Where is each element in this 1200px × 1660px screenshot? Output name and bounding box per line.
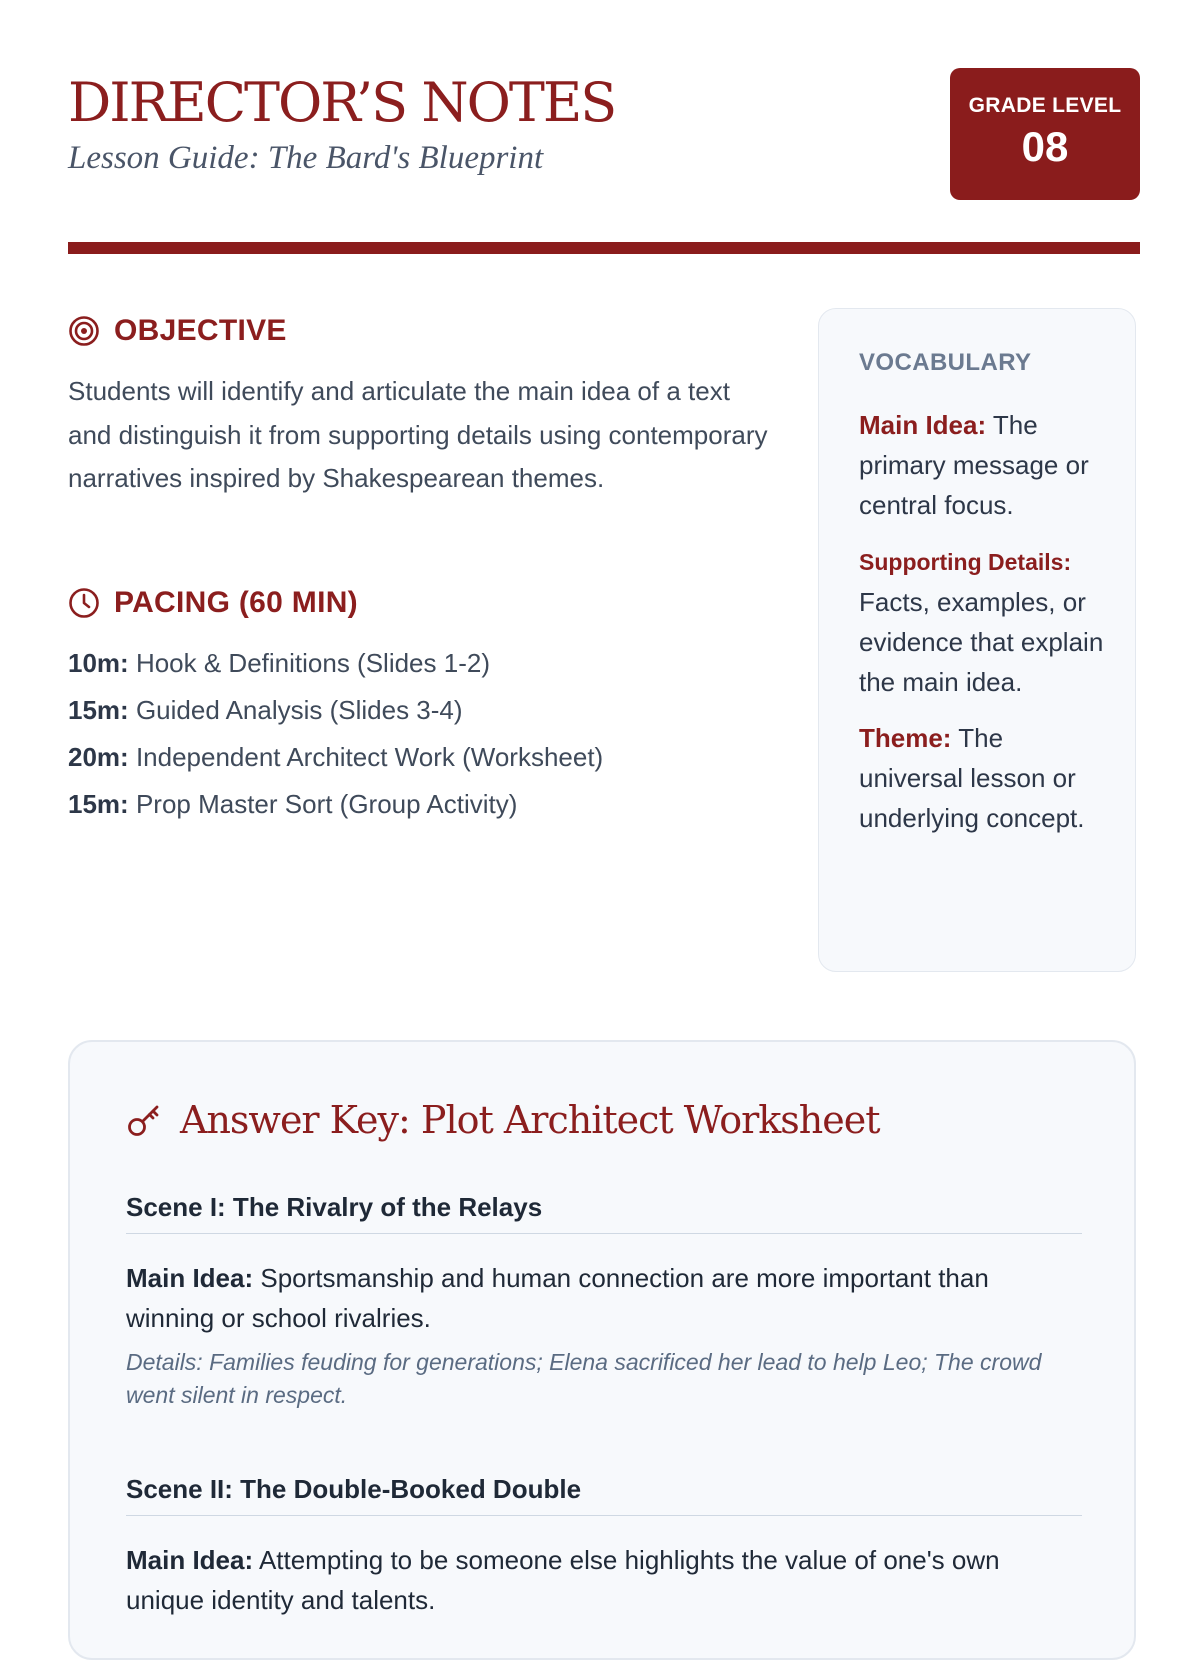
vocabulary-term: Theme: — [859, 723, 952, 753]
target-icon — [68, 315, 100, 347]
header-divider — [68, 242, 1140, 254]
scene-entry — [126, 1474, 1082, 1620]
vocabulary-definition: Facts, examples, or evidence that explain the main idea. — [859, 587, 1104, 697]
main-idea-label: Main Idea: — [126, 1263, 254, 1293]
answer-key-heading — [126, 1098, 880, 1142]
pacing-activity: Hook & Definitions (Slides 1-2) — [135, 648, 490, 678]
scene-main-idea — [126, 1540, 1082, 1620]
page-subtitle: Lesson Guide: The Bard's Blueprint — [68, 140, 544, 176]
vocabulary-definition: The primary message or central focus. — [859, 410, 1089, 520]
objective-heading — [68, 314, 287, 348]
main-idea-label: Main Idea: — [126, 1545, 254, 1575]
pacing-activity: Prop Master Sort (Group Activity) — [135, 789, 518, 819]
pacing-time: 15m: — [68, 695, 129, 725]
answer-key-title: Answer Key: Plot Architect Worksheet — [180, 1098, 880, 1142]
vocabulary-term: Supporting Details: — [859, 549, 1072, 575]
scene-entry — [126, 1192, 1082, 1412]
pacing-item — [68, 687, 788, 734]
pacing-time: 10m: — [68, 648, 129, 678]
pacing-activity: Guided Analysis (Slides 3-4) — [135, 695, 463, 725]
key-icon — [126, 1101, 164, 1139]
main-idea-text: Attempting to be someone else highlights the value of one's own unique identity and talents. — [126, 1545, 1000, 1615]
answer-key-card — [68, 1040, 1136, 1660]
pacing-heading — [68, 586, 358, 620]
pacing-item — [68, 781, 788, 828]
grade-level-label: GRADE LEVEL — [968, 94, 1122, 117]
scene-title: Scene I: The Rivalry of the Relays — [126, 1192, 1082, 1234]
vocabulary-entry — [859, 541, 1109, 702]
pacing-heading-label: PACING (60 MIN) — [114, 586, 358, 619]
grade-level-value: 08 — [1021, 123, 1069, 170]
pacing-item — [68, 640, 788, 687]
vocabulary-panel — [818, 308, 1136, 972]
scene-main-idea — [126, 1258, 1082, 1338]
scene-title: Scene II: The Double-Booked Double — [126, 1474, 1082, 1516]
pacing-activity: Independent Architect Work (Worksheet) — [135, 742, 604, 772]
grade-level-badge — [950, 68, 1140, 200]
vocabulary-entry — [859, 718, 1109, 838]
vocabulary-title: VOCABULARY — [859, 349, 1032, 376]
vocabulary-list — [859, 405, 1109, 854]
main-idea-text: Sportsmanship and human connection are more important than winning or school rivalries. — [126, 1263, 989, 1333]
objective-heading-label: OBJECTIVE — [114, 314, 287, 347]
vocabulary-definition: The universal lesson or underlying concept. — [859, 723, 1085, 833]
clock-icon — [68, 587, 100, 619]
pacing-list — [68, 640, 788, 828]
scene-details: Details: Families feuding for generations; Elena sacrificed her lead to help Leo; The crowd went silent in respect. — [126, 1349, 1042, 1408]
pacing-time: 20m: — [68, 742, 129, 772]
page-title: DIRECTOR’S NOTES — [68, 71, 616, 134]
vocabulary-entry — [859, 405, 1109, 525]
vocabulary-term: Main Idea: — [859, 410, 987, 440]
objective-text: Students will identify and articulate the main idea of a text and distinguish it from supporting details using contemporary narratives inspired by Shakespearean themes. — [68, 376, 768, 493]
pacing-time: 15m: — [68, 789, 129, 819]
pacing-item — [68, 734, 788, 781]
